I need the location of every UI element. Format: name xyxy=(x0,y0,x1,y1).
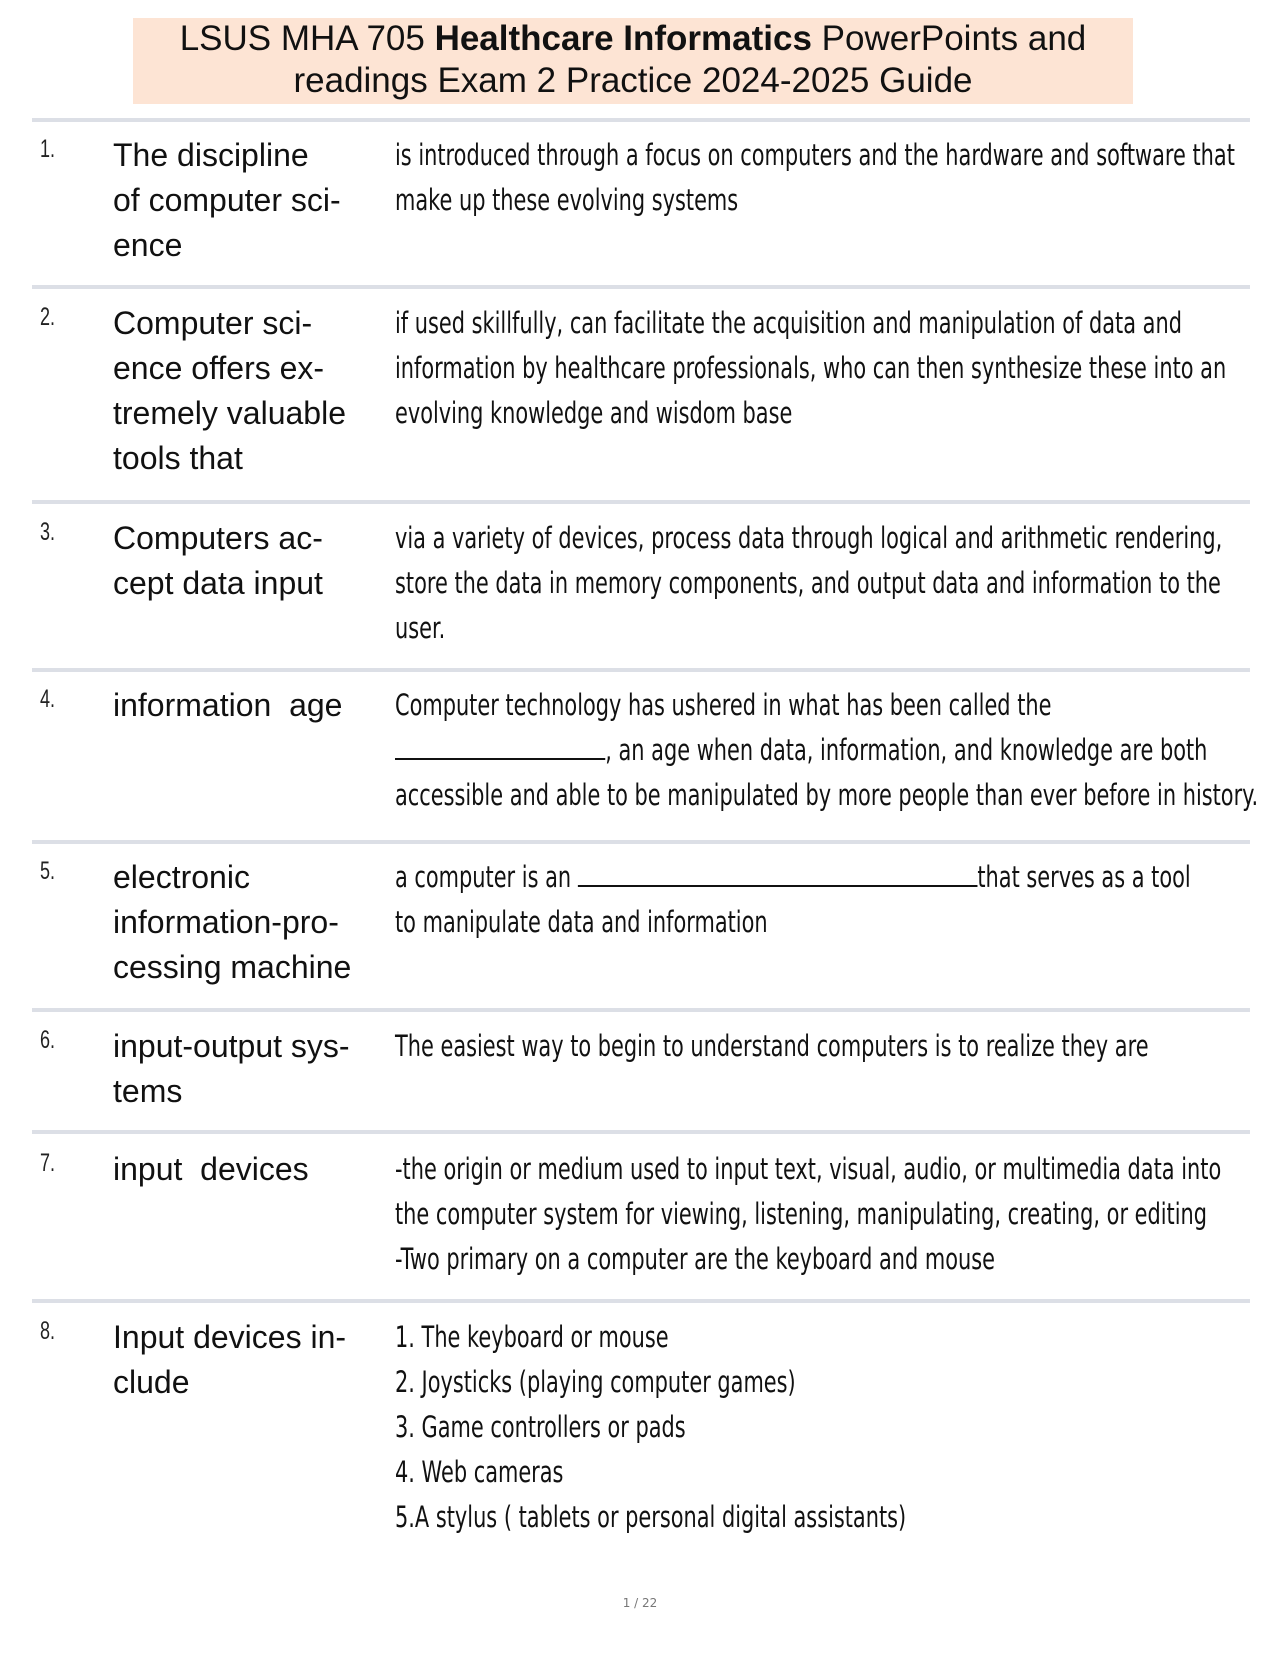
term-line: Computer sci- xyxy=(113,305,313,341)
definition-line: evolving knowledge and wisdom base xyxy=(395,396,793,430)
definition-line: 3. Game controllers or pads xyxy=(395,1410,686,1444)
term-line: information-pro- xyxy=(113,904,339,940)
definition-line: 1. The keyboard or mouse xyxy=(395,1320,669,1354)
card-term xyxy=(113,1024,378,1114)
card-term xyxy=(113,516,378,606)
term-line: ence offers ex- xyxy=(113,350,325,386)
divider xyxy=(32,668,1250,672)
card-number: 1. xyxy=(40,135,56,163)
definition-line: if used skillfully, can facilitate the acquisition and manipulation of data and xyxy=(395,306,1182,340)
term-line: Input devices in- xyxy=(113,1319,347,1355)
card-number: 8. xyxy=(40,1317,56,1345)
definition-text: a computer is an xyxy=(395,860,578,894)
divider xyxy=(32,1008,1250,1012)
term-line: tools that xyxy=(113,440,243,476)
definition-line: information by healthcare professionals, who can then synthesize these into an xyxy=(395,351,1227,385)
card-definition xyxy=(395,1147,1222,1282)
title-part: LSUS MHA 705 xyxy=(179,19,435,58)
card-term xyxy=(113,301,378,481)
card-term xyxy=(113,855,378,990)
card-number: 3. xyxy=(40,518,56,546)
definition-line: user. xyxy=(395,611,446,645)
card-definition xyxy=(395,301,1227,436)
definition-line-with-blank xyxy=(395,855,1191,900)
definition-line: via a variety of devices, process data through logical and arithmetic rendering, xyxy=(395,521,1223,555)
card-definition xyxy=(395,516,1223,651)
document-title xyxy=(133,18,1133,104)
card-definition xyxy=(395,1024,1180,1069)
definition-line: The easiest way to begin to understand computers is to realize they are xyxy=(395,1029,1149,1063)
term-line: electronic xyxy=(113,859,250,895)
definition-line: accessible and able to be manipulated by more people than ever before in history. xyxy=(395,778,1259,812)
title-emphasis: Healthcare Informatics xyxy=(434,19,812,58)
fill-in-blank xyxy=(578,855,978,887)
term-line: of computer sci- xyxy=(113,182,341,218)
title-line-2: readings Exam 2 Practice 2024-2025 Guide xyxy=(293,61,973,100)
divider xyxy=(32,840,1250,844)
divider xyxy=(32,118,1250,122)
definition-line: 5.A stylus ( tablets or personal digital assistants) xyxy=(395,1500,907,1534)
definition-line: Computer technology has ushered in what has been called the xyxy=(395,688,1052,722)
title-line-1 xyxy=(133,18,1133,60)
page-indicator: 1 / 22 xyxy=(622,1596,658,1610)
card-definition xyxy=(395,855,1191,945)
definition-text: , an age when data, information, and knowledge are both xyxy=(605,733,1208,767)
fill-in-blank xyxy=(395,728,605,760)
card-number: 5. xyxy=(40,857,56,885)
divider xyxy=(32,1299,1250,1303)
term-line: ence xyxy=(113,227,183,263)
definition-line: to manipulate data and information xyxy=(395,905,768,939)
card-number: 2. xyxy=(40,303,56,331)
definition-line: 4. Web cameras xyxy=(395,1455,564,1489)
term-line: The discipline xyxy=(113,137,309,173)
card-number: 4. xyxy=(40,685,56,713)
card-term xyxy=(113,133,378,268)
card-term xyxy=(113,1147,378,1192)
card-number: 6. xyxy=(40,1026,56,1054)
divider xyxy=(32,500,1250,504)
title-part: PowerPoints and xyxy=(811,19,1087,58)
card-term xyxy=(113,1315,378,1405)
definition-line-with-blank xyxy=(395,728,1208,773)
definition-line: -Two primary on a computer are the keyboard and mouse xyxy=(395,1242,995,1276)
term-line: Computers ac- xyxy=(113,520,323,556)
card-definition xyxy=(395,683,1259,818)
definition-text: that serves as a tool xyxy=(977,860,1191,894)
term-line: input devices xyxy=(113,1151,309,1187)
term-line: input-output sys- xyxy=(113,1028,350,1064)
definition-line: 2. Joysticks (playing computer games) xyxy=(395,1365,796,1399)
term-line: cept data input xyxy=(113,565,323,601)
definition-line: store the data in memory components, and output data and information to the xyxy=(395,566,1221,600)
card-term xyxy=(113,683,378,728)
definition-line: -the origin or medium used to input text, visual, audio, or multimedia data into xyxy=(395,1152,1222,1186)
term-line: tremely valuable xyxy=(113,395,346,431)
definition-line: the computer system for viewing, listening, manipulating, creating, or editing xyxy=(395,1197,1208,1231)
divider xyxy=(32,285,1250,289)
definition-line: make up these evolving systems xyxy=(395,183,739,217)
term-line: clude xyxy=(113,1364,190,1400)
card-definition xyxy=(395,1315,1180,1540)
term-line: tems xyxy=(113,1073,183,1109)
card-number: 7. xyxy=(40,1149,56,1177)
term-line: information age xyxy=(113,687,343,723)
term-line: cessing machine xyxy=(113,949,352,985)
definition-line: is introduced through a focus on computers and the hardware and software that xyxy=(395,138,1235,172)
divider xyxy=(32,1130,1250,1134)
card-definition xyxy=(395,133,1235,223)
